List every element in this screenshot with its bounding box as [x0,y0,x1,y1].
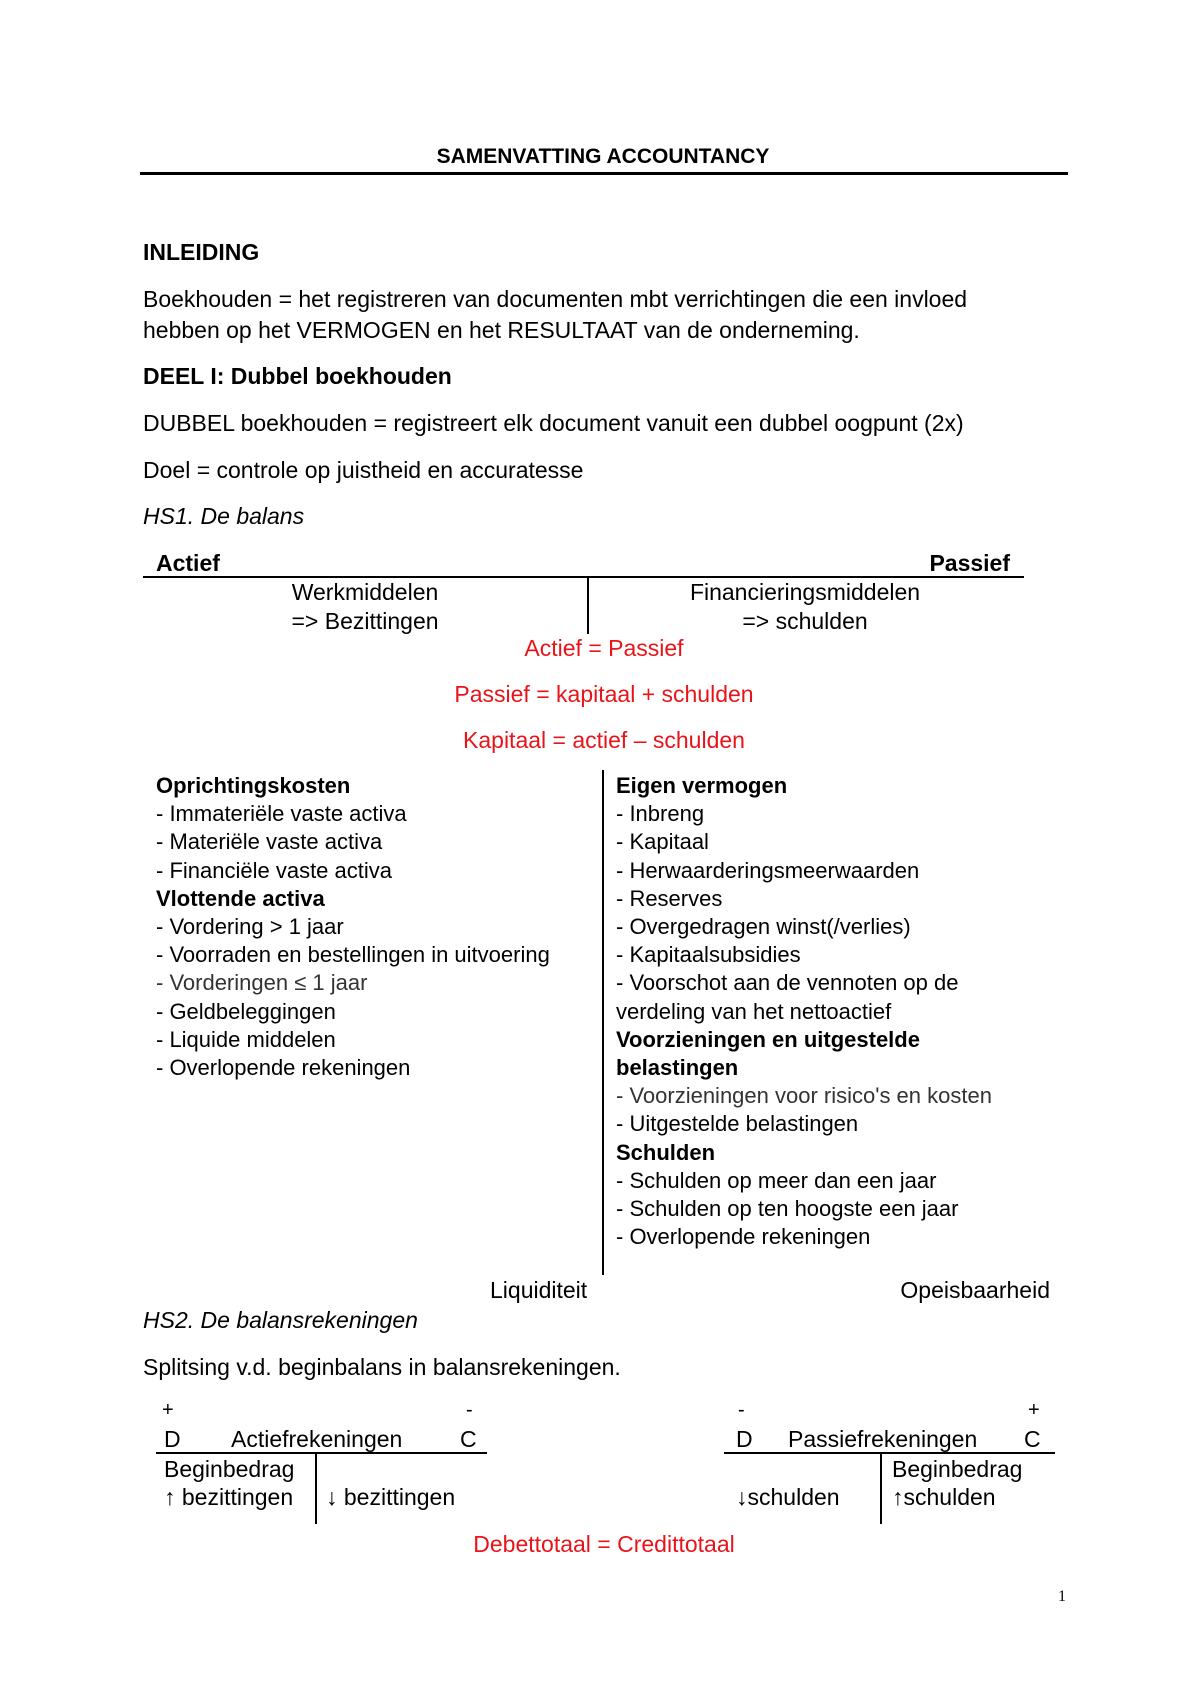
balance-list-item: - Voorschot aan de vennoten op de [616,970,959,996]
t-actief-c: C [460,1426,477,1452]
balance-list-item: - Inbreng [616,801,705,827]
part1-goal: Doel = controle op juistheid en accuratesse [143,457,584,483]
t-passief-rule [724,1452,1055,1454]
liquiditeit-label: Liquiditeit [490,1277,588,1303]
balance-list-item: - Voorraden en bestellingen in uitvoering [156,942,550,968]
balance-list-item: - Overlopende rekeningen [156,1055,411,1081]
balance-list-item: - Overgedragen winst(/verlies) [616,914,911,940]
balance-passief-label: Passief [929,550,1010,576]
balance-actief-label: Actief [156,550,220,576]
t-passief-plus: + [1028,1399,1040,1421]
equation-kapitaal: Kapitaal = actief – schulden [463,727,745,753]
balance-list-item: - Herwaarderingsmeerwaarden [616,857,920,883]
balance-list-item: - Kapitaal [616,829,709,855]
page-number: 1 [1058,1588,1066,1605]
part1-heading: DEEL I: Dubbel boekhouden [143,363,452,389]
balance-list-item: - Kapitaalsubsidies [616,942,801,968]
t-passief-c: C [1024,1426,1041,1452]
balance-list-item: - Vorderingen ≤ 1 jaar [156,970,368,996]
balance-section-heading: Voorzieningen en uitgestelde [616,1026,920,1052]
balance-section-heading: Eigen vermogen [616,773,788,798]
werkmiddelen-text: Werkmiddelen [291,579,439,605]
equation-totals: Debettotaal = Credittotaal [473,1531,735,1557]
t-actief-minus: - [466,1399,473,1421]
intro-heading: INLEIDING [143,239,260,265]
balance-section-heading: Vlottende activa [156,885,325,911]
equation-actief-passief: Actief = Passief [524,635,684,661]
t-actief-increase: ↑ bezittingen [164,1484,294,1510]
hs1-heading: HS1. De balans [143,503,305,529]
opeisbaarheid-label: Opeisbaarheid [900,1277,1050,1303]
intro-line-1: Boekhouden = het registreren van documenten mbt verrichtingen die een invloed [143,286,968,312]
t-actief-plus: + [162,1399,174,1421]
balance-passief-list [616,772,992,1251]
t-passief-d: D [736,1426,753,1452]
intro-line-2: hebben op het VERMOGEN en het RESULTAAT van de onderneming. [143,317,860,343]
balance-list-item: - Materiële vaste activa [156,829,383,855]
balance-list-item: - Geldbeleggingen [156,998,336,1024]
t-actief-beginbedrag: Beginbedrag [164,1456,295,1482]
balance-list-item: - Uitgestelde belastingen [616,1111,859,1137]
t-passief-divider [880,1454,882,1524]
hs2-intro: Splitsing v.d. beginbalans in balansrekeningen. [143,1354,621,1380]
balance-list-item: - Vordering > 1 jaar [156,914,344,940]
balance-list-item: - Financiële vaste activa [156,857,392,883]
part1-definition: DUBBEL boekhouden = registreert elk document vanuit een dubbel oogpunt (2x) [143,410,964,436]
balance-list-item: - Overlopende rekeningen [616,1224,871,1250]
balance-list-item: - Reserves [616,885,723,911]
balance-top-divider [587,578,589,634]
page-title: SAMENVATTING ACCOUNTANCY [436,145,770,168]
hs2-heading: HS2. De balansrekeningen [143,1307,418,1333]
balance-list-item: - Immateriële vaste activa [156,801,407,827]
t-passief-minus: - [738,1399,745,1421]
balance-section-heading: belastingen [616,1055,739,1081]
balance-list-item: - Liquide middelen [156,1026,336,1052]
t-passief-beginbedrag: Beginbedrag [892,1456,1023,1482]
t-passief-decrease: ↓schulden [736,1484,840,1510]
t-actief-decrease: ↓ bezittingen [326,1484,456,1510]
financieringsmiddelen-text: Financieringsmiddelen [689,579,921,605]
balance-section-heading: Schulden [616,1139,716,1165]
t-passief-increase: ↑schulden [892,1484,996,1510]
balance-list-item: - Schulden op ten hoogste een jaar [616,1196,959,1222]
balance-list-item: - Voorzieningen voor risico's en kosten [616,1083,992,1109]
balance-middle-divider [602,770,604,1275]
title-rule [140,172,1068,175]
balance-list-item: - Schulden op meer dan een jaar [616,1167,937,1193]
bezittingen-text: => Bezittingen [291,608,439,634]
balance-actief-list [156,772,550,1082]
t-actief-rule [156,1452,487,1454]
t-passief-title: Passiefrekeningen [788,1426,978,1452]
t-actief-divider [315,1454,317,1524]
t-actief-title: Actiefrekeningen [231,1426,403,1452]
balance-list-item: verdeling van het nettoactief [616,998,892,1024]
equation-passief: Passief = kapitaal + schulden [454,681,754,707]
schulden-text: => schulden [742,608,868,634]
balance-section-heading: Oprichtingskosten [156,773,351,798]
t-actief-d: D [164,1426,181,1452]
